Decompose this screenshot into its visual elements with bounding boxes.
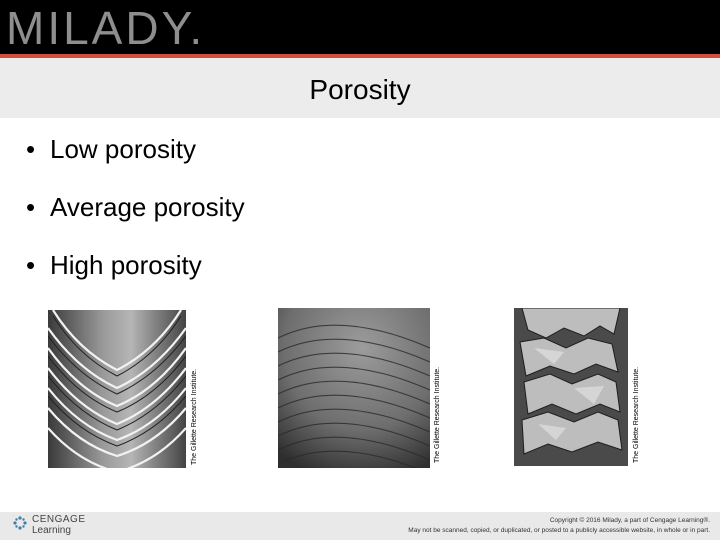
copyright-text: Copyright © 2016 Milady, a part of Cengage Learning®. xyxy=(549,517,710,524)
milady-logo: MILADY. xyxy=(6,2,206,54)
publisher-subname: Learning xyxy=(32,525,71,536)
cengage-logo xyxy=(12,514,86,536)
image-credit: The Gillette Research Institute. xyxy=(434,366,441,463)
image-credit: The Gillette Research Institute. xyxy=(633,366,640,463)
cengage-mark-icon xyxy=(12,515,28,531)
slide-title: Porosity xyxy=(309,74,411,105)
hair-cuticle-low-porosity-image xyxy=(48,310,186,468)
bullet-item: • High porosity xyxy=(26,250,202,280)
copyright-notice: May not be scanned, copied, or duplicated, or posted to a publicly accessible website, in whole or in part. xyxy=(408,527,710,534)
hair-cuticle-average-porosity-image xyxy=(278,308,430,468)
publisher-name: CENGAGE xyxy=(32,514,86,525)
bullet-item: • Low porosity xyxy=(26,134,196,164)
header-bar xyxy=(0,0,720,54)
image-credit: The Gillette Research Institute. xyxy=(191,368,198,465)
bullet-item: • Average porosity xyxy=(26,192,245,222)
hair-cuticle-high-porosity-image xyxy=(514,308,628,466)
